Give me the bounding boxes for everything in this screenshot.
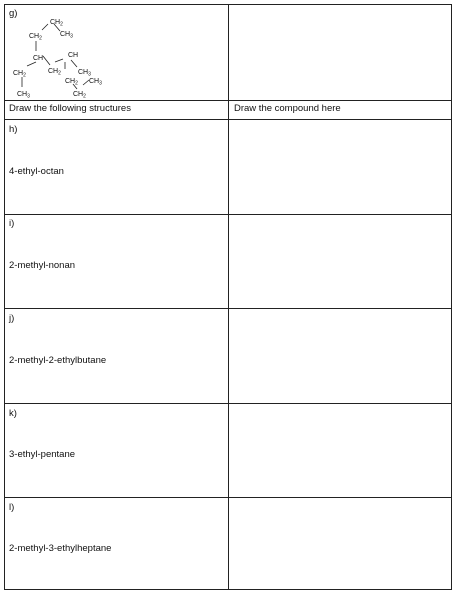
bond [71,60,77,67]
row-l-letter: l) [9,502,15,513]
atom-label: $CH_2$ [73,91,86,100]
row-l-compound-name: 2-methyl-3-ethylheptane [9,543,112,554]
row-divider [5,403,451,404]
row-h-letter: h) [9,124,18,135]
row-divider [5,214,451,215]
row-h-compound-name: 4-ethyl-octan [9,166,64,177]
row-g-letter: g) [9,8,18,19]
condensed-structure-drawing [5,5,227,100]
atom-label: $CH_2$ [50,19,63,28]
row-i-letter: i) [9,218,15,229]
atom-label: $CH_2$ [29,33,42,42]
atom-label: CH [68,52,79,59]
row-j-compound-name: 2-methyl-2-ethylbutane [9,355,107,366]
header-right-label: Draw the compound here [234,103,341,114]
bond [42,24,48,30]
atom-label: $CH_3$ [78,69,91,78]
bond [55,59,63,62]
atom-label: $CH_2$ [48,68,61,77]
row-divider [5,497,451,498]
row-k-compound-name: 3-ethyl-pentane [9,449,76,460]
row-j-letter: j) [9,313,15,324]
atom-label: $CH_3$ [60,31,73,40]
atom-label: $CH_2$ [65,78,78,87]
row-divider [5,100,451,101]
row-divider [5,308,451,309]
atom-label: CH [33,55,44,62]
row-k-letter: k) [9,408,17,419]
bond [43,56,50,65]
row-i-compound-name: 2-methyl-nonan [9,260,76,271]
column-divider [228,5,229,589]
worksheet-table [4,4,452,590]
atom-label: $CH_3$ [89,78,102,87]
atom-label: $CH_2$ [13,70,26,79]
row-divider [5,119,451,120]
atom-label: $CH_3$ [17,91,30,100]
bond [27,62,36,66]
header-left-label: Draw the following structures [9,103,131,114]
